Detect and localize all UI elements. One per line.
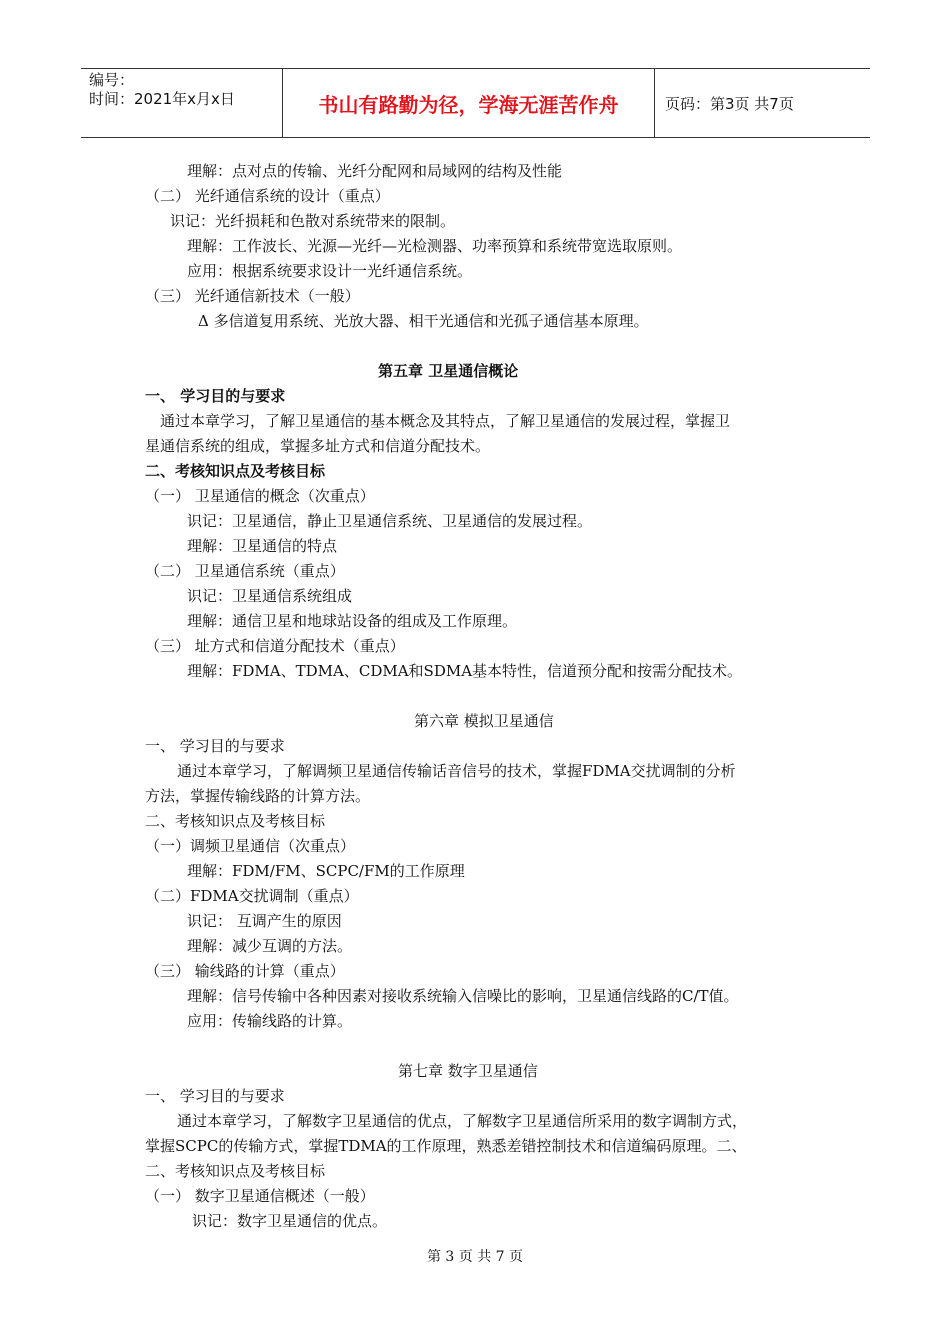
body-line: 应用：根据系统要求设计一光纤通信系统。 — [187, 262, 473, 280]
section-heading: 二、考核知识点及考核目标 — [145, 462, 326, 480]
body-line: 理解：通信卫星和地球站设备的组成及工作原理。 — [187, 612, 518, 630]
chapter-title: 第六章 模拟卫星通信 — [414, 712, 554, 730]
section-heading: （一） 数字卫星通信概述（一般） — [145, 1187, 375, 1205]
body-line: 通过本章学习，了解数字卫星通信的优点，了解数字卫星通信所采用的数字调制方式， — [177, 1112, 748, 1130]
page-number-label: 页码：第3页 共7页 — [665, 94, 794, 113]
date-label: 时间：2021年x月x日 — [89, 90, 235, 108]
body-line: 识记：卫星通信，静止卫星通信系统、卫星通信的发展过程。 — [187, 512, 593, 530]
body-line: 识记：卫星通信系统组成 — [187, 587, 353, 605]
header-info-cell — [81, 69, 283, 137]
section-heading: 二、考核知识点及考核目标 — [145, 1162, 326, 1180]
body-line: 理解：信号传输中各种因素对接收系统输入信噪比的影响，卫星通信线路的C/T值。 — [187, 987, 739, 1005]
chapter-title: 第五章 卫星通信概论 — [378, 362, 519, 380]
body-line: 识记： 互调产生的原因 — [187, 912, 342, 930]
body-line: 识记：数字卫星通信的优点。 — [192, 1212, 388, 1230]
page-header — [81, 68, 870, 138]
section-heading: 二、考核知识点及考核目标 — [145, 812, 326, 830]
section-heading: （一）调频卫星通信（次重点） — [145, 837, 356, 855]
section-heading: （一） 卫星通信的概念（次重点） — [145, 487, 375, 505]
body-line: 理解：卫星通信的特点 — [187, 537, 338, 555]
body-line: 方法，掌握传输线路的计算方法。 — [145, 787, 371, 805]
section-heading: （三） 光纤通信新技术（一般） — [145, 287, 360, 305]
number-label: 编号： — [89, 71, 135, 89]
chapter-title: 第七章 数字卫星通信 — [398, 1062, 538, 1080]
section-heading: 一、 学习目的与要求 — [145, 387, 286, 405]
body-line: 掌握SCPC的传输方式，掌握TDMA的工作原理，熟悉差错控制技术和信道编码原理。二、 — [145, 1137, 747, 1155]
section-heading: （二） 光纤通信系统的设计（重点） — [145, 187, 390, 205]
body-line: Δ 多信道复用系统、光放大器、相干光通信和光孤子通信基本原理。 — [198, 312, 649, 330]
body-line: 应用：传输线路的计算。 — [187, 1012, 353, 1030]
body-line: 星通信系统的组成，掌握多址方式和信道分配技术。 — [145, 437, 491, 455]
section-heading: （三） 输线路的计算（重点） — [145, 962, 345, 980]
section-heading: 一、 学习目的与要求 — [145, 737, 285, 755]
section-heading: （三） 址方式和信道分配技术（重点） — [145, 637, 405, 655]
section-heading: （二） 卫星通信系统（重点） — [145, 562, 345, 580]
section-heading: （二）FDMA交扰调制（重点） — [145, 887, 359, 905]
section-heading: 一、 学习目的与要求 — [145, 1087, 285, 1105]
body-line: 理解：FDMA、TDMA、CDMA和SDMA基本特性，信道预分配和按需分配技术。 — [187, 662, 743, 680]
body-line: 通过本章学习，了解卫星通信的基本概念及其特点，了解卫星通信的发展过程，掌握卫 — [160, 412, 731, 430]
body-line: 理解：工作波长、光源—光纤—光检测器、功率预算和系统带宽选取原则。 — [187, 237, 683, 255]
motto: 书山有路勤为径，学海无涯苦作舟 — [283, 69, 655, 137]
body-line: 识记：光纤损耗和色散对系统带来的限制。 — [170, 212, 456, 230]
body-line: 理解：FDM/FM、SCPC/FM的工作原理 — [187, 862, 465, 880]
body-line: 理解：点对点的传输、光纤分配网和局域网的结构及性能 — [187, 162, 563, 180]
page-footer: 第 3 页 共 7 页 — [426, 1249, 524, 1265]
body-line: 通过本章学习，了解调频卫星通信传输话音信号的技术，掌握FDMA交扰调制的分析 — [177, 762, 736, 780]
body-line: 理解：减少互调的方法。 — [187, 937, 353, 955]
